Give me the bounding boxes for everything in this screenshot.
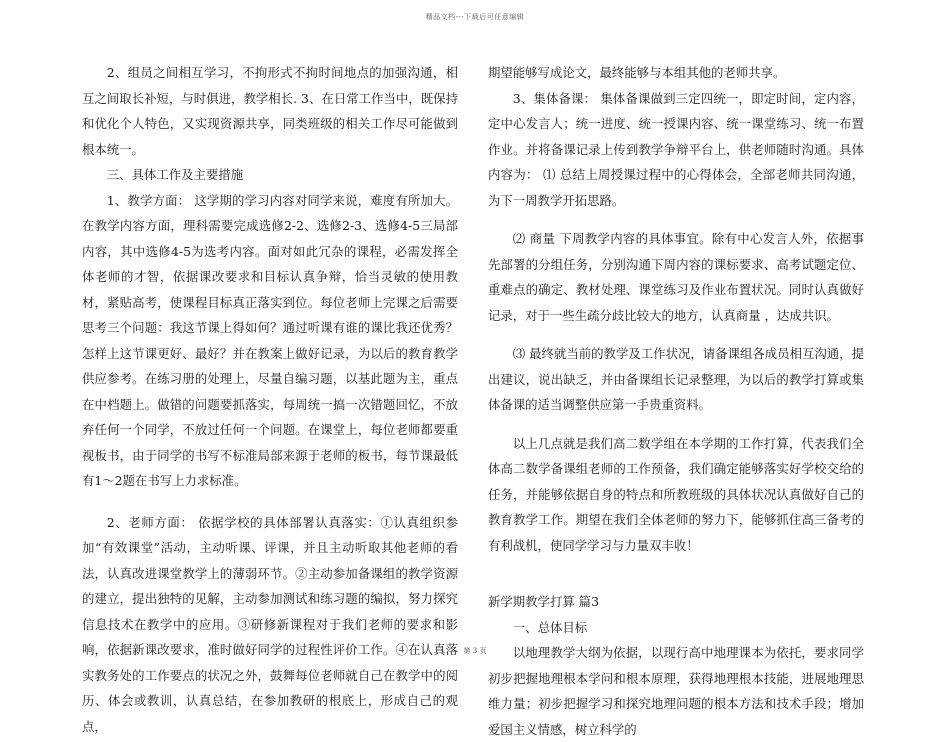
paragraph-continued: 期望能够写成论文，最终能够与本组其他的老师共享。 xyxy=(488,65,786,80)
section-heading-goals: 一、总体目标 xyxy=(512,619,588,635)
paragraph-summary: 以上几点就是我们高二数学组在本学期的工作打算，代表我们全体高二数学备课组老师的工作预备，我们确定能够落实好学校交给的任务，并能够依据自身的特点和所教班级的具体状况认真做好自己的教育教学工作。期望在我们全体老师的努力下，能够抓住高三备考的有利战机，使同学学习与力量双丰收！ xyxy=(488,435,864,553)
paragraph-final-exchange: ⑶ 最终就当前的教学及工作状况，请备课组各成员相互沟通，提出建议，说出缺乏，并由备课组长记录整理，为以后的教学打算或集体备课的适当调整供应第一手贵重资料。 xyxy=(488,346,864,412)
paragraph-teachers: 2、老师方面： 依据学校的具体部署认真落实：①认真组织参加“有效课堂”活动，主动听课、评课，并且主动听取其他老师的看法，认真改进课堂教学上的薄弱环节。②主动参加备课组的教学资源的建立，提出独特的见解，主动参加测试和练习题的编拟，努力探究信息技术在教学中的应用。③研修新课程对于我们老师的要求和影响，依据新课改要求，准时做好同学的过程性评价工作。④在认真落实教务处的工作要点的状况之外，鼓舞每位老师就自己在教学中的阅历、体会或教训，认真总结，在参加教研的根底上，形成自己的观点， xyxy=(82,514,458,734)
paragraph-goals: 以地理教学大纲为依据，以现行高中地理课本为依托，要求同学初步把握地理根本学问和根本原理，获得地理根本技能，进展地理思维力量；初步把握学习和探究地理问题的根本方法和技术手段；增加爱国主义情感，树立科学的 xyxy=(488,645,864,737)
article-title: 新学期教学打算 篇3 xyxy=(488,594,599,609)
page-number: 第 3 页 xyxy=(463,647,487,655)
right-column xyxy=(488,60,864,742)
section-heading-measures: 三、具体工作及主要措施 xyxy=(106,167,244,182)
paragraph-discussion: ⑵ 商量 下周教学内容的具体事宜。除有中心发言人外，依据事先部署的分组任务，分别沟通下周内容的课标要求、高考试题定位、重难点的确定、教材处理、课堂练习及作业布置状况。同时认真做好记录，对于一些生疏分歧比较大的地方，认真商量 ，达成共识。 xyxy=(488,231,864,323)
paragraph-teaching: 1、教学方面： 这学期的学习内容对同学来说，难度有所加大。在教学内容方面，理科需要完成选修2-2、选修2-3、选修4-5三局部内容，其中选修4-5为选考内容。面对如此冗杂的课程，必需发挥全体老师的才智，依据课改要求和目标认真争辩，恰当灵敏的使用教材，紧贴高考，使课程目标真正落实到位。每位老师上完课之后需要思考三个问题：我这节课上得如何？通过听课有谁的课比我还优秀？怎样上这节课更好、最好？并在教案上做好记录，为以后的教育教学供应参考。在练习册的处理上，尽量自编习题，以基此题为主，重点在中档题上。做错的问题要抓落实，每周统一搞一次错题回忆，不放弃任何一个同学，不放过任何一个问题。在课堂上，每位老师都要重视板书，由于同学的书写不标准局部来源于老师的板书，每节课最低有1～2题在书写上力求标准。 xyxy=(82,192,458,488)
paragraph-collective-prep: 3、集体备课： 集体备课做到三定四统一，即定时间，定内容，定中心发言人；统一进度、统一授课内容、统一课堂练习、统一布置作业。并将备课记录上传到教学争辩平台上，供老师随时沟通。具体内容为： ⑴ 总结上周授课过程中的心得体会，全部老师共同沟通，为下一周教学开拓思路。 xyxy=(488,90,864,208)
page-header: 精品文档---下载后可任意编辑 xyxy=(425,13,525,21)
left-column xyxy=(82,60,458,739)
paragraph-group-learning: 2、组员之间相互学习，不拘形式不拘时间地点的加强沟通，相互之间取长补短，与时俱进，教学相长. 3、在日常工作当中，既保持和优化个人特色，又实现资源共享，同类班级的相关工作尽可能做到根本统一。 xyxy=(82,65,458,157)
